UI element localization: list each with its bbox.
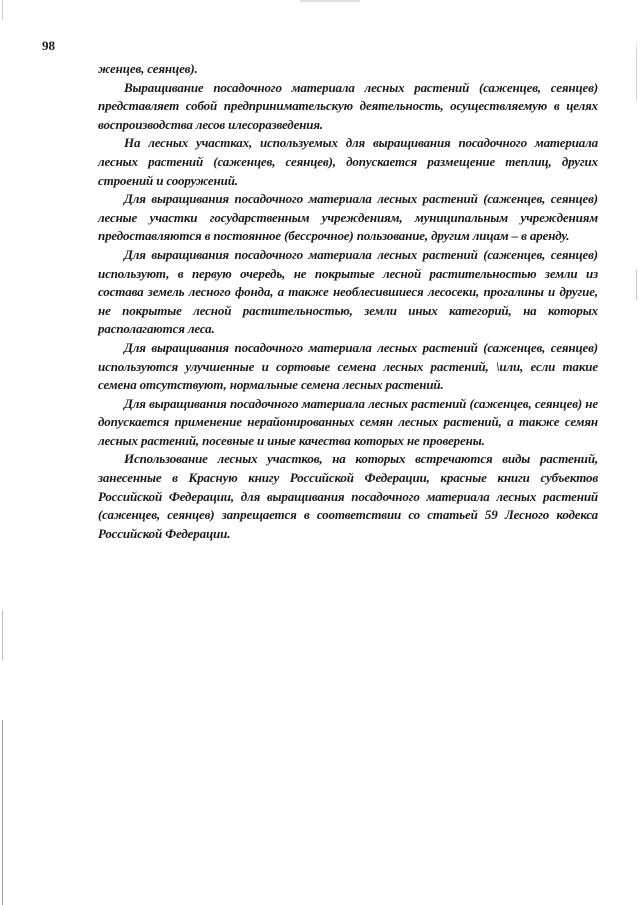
paragraph: Для выращивания посадочного материала лесных растений (саженцев, сеянцев) используются улучшенные и сортовые семена лесных растений, \или, если такие семена отсутствуют, нормальные семена лесных растений. <box>98 339 598 393</box>
document-body <box>98 60 598 543</box>
paragraph: На лесных участках, используемых для выращивания посадочного материала лесных растений (саженцев, сеянцев), допускается размещение теплиц, других строений и сооружений. <box>98 135 598 188</box>
page-number: 98 <box>42 38 55 53</box>
scan-edge-right <box>636 40 637 300</box>
paragraph: Использование лесных участков, на которых встречаются виды растений, занесенные в Красную книгу Российской Федерации, красные книги субъектов Российской Федерации, для выращивания посадочного материала лесных растений (саженцев, сеянцев) запрещается в соответствии со статьей 59 Лесного кодекса Российской Федерации. <box>98 451 598 541</box>
scan-artifact-top <box>300 0 360 2</box>
paragraph: Для выращивания посадочного материала лесных растений (саженцев, сеянцев) не допускается применение нерайонированных семян лесных растений, а также семян лесных растений, посевные и иные качества которых не проверены. <box>98 395 598 448</box>
paragraph-continuation: женцев, сеянцев). <box>98 61 198 76</box>
paragraph: Для выращивания посадочного материала лесных растений (саженцев, сеянцев) используют, в первую очередь, не покрытые лесной растительностью земли из состава земель лесного фонда, а также необлесившиеся лесосеки, прогалины и другие, не покрытые лесной растительностью, земли иных категорий, на которых располагаются леса. <box>98 246 598 337</box>
paragraph: Выращивание посадочного материала лесных растений (саженцев, сеянцев) представляет собой предпринимательскую деятельность, осуществляемую в целях воспроизводства лесов илесоразведения. <box>98 79 598 132</box>
paragraph: Для выращивания посадочного материала лесных растений (саженцев, сеянцев) лесные участки государственным учреждениям, муниципальным учреждениям предоставляются в постоянное (бессрочное) пользование, другим лицам – в аренду. <box>98 191 598 244</box>
scan-edge-left <box>2 0 3 905</box>
